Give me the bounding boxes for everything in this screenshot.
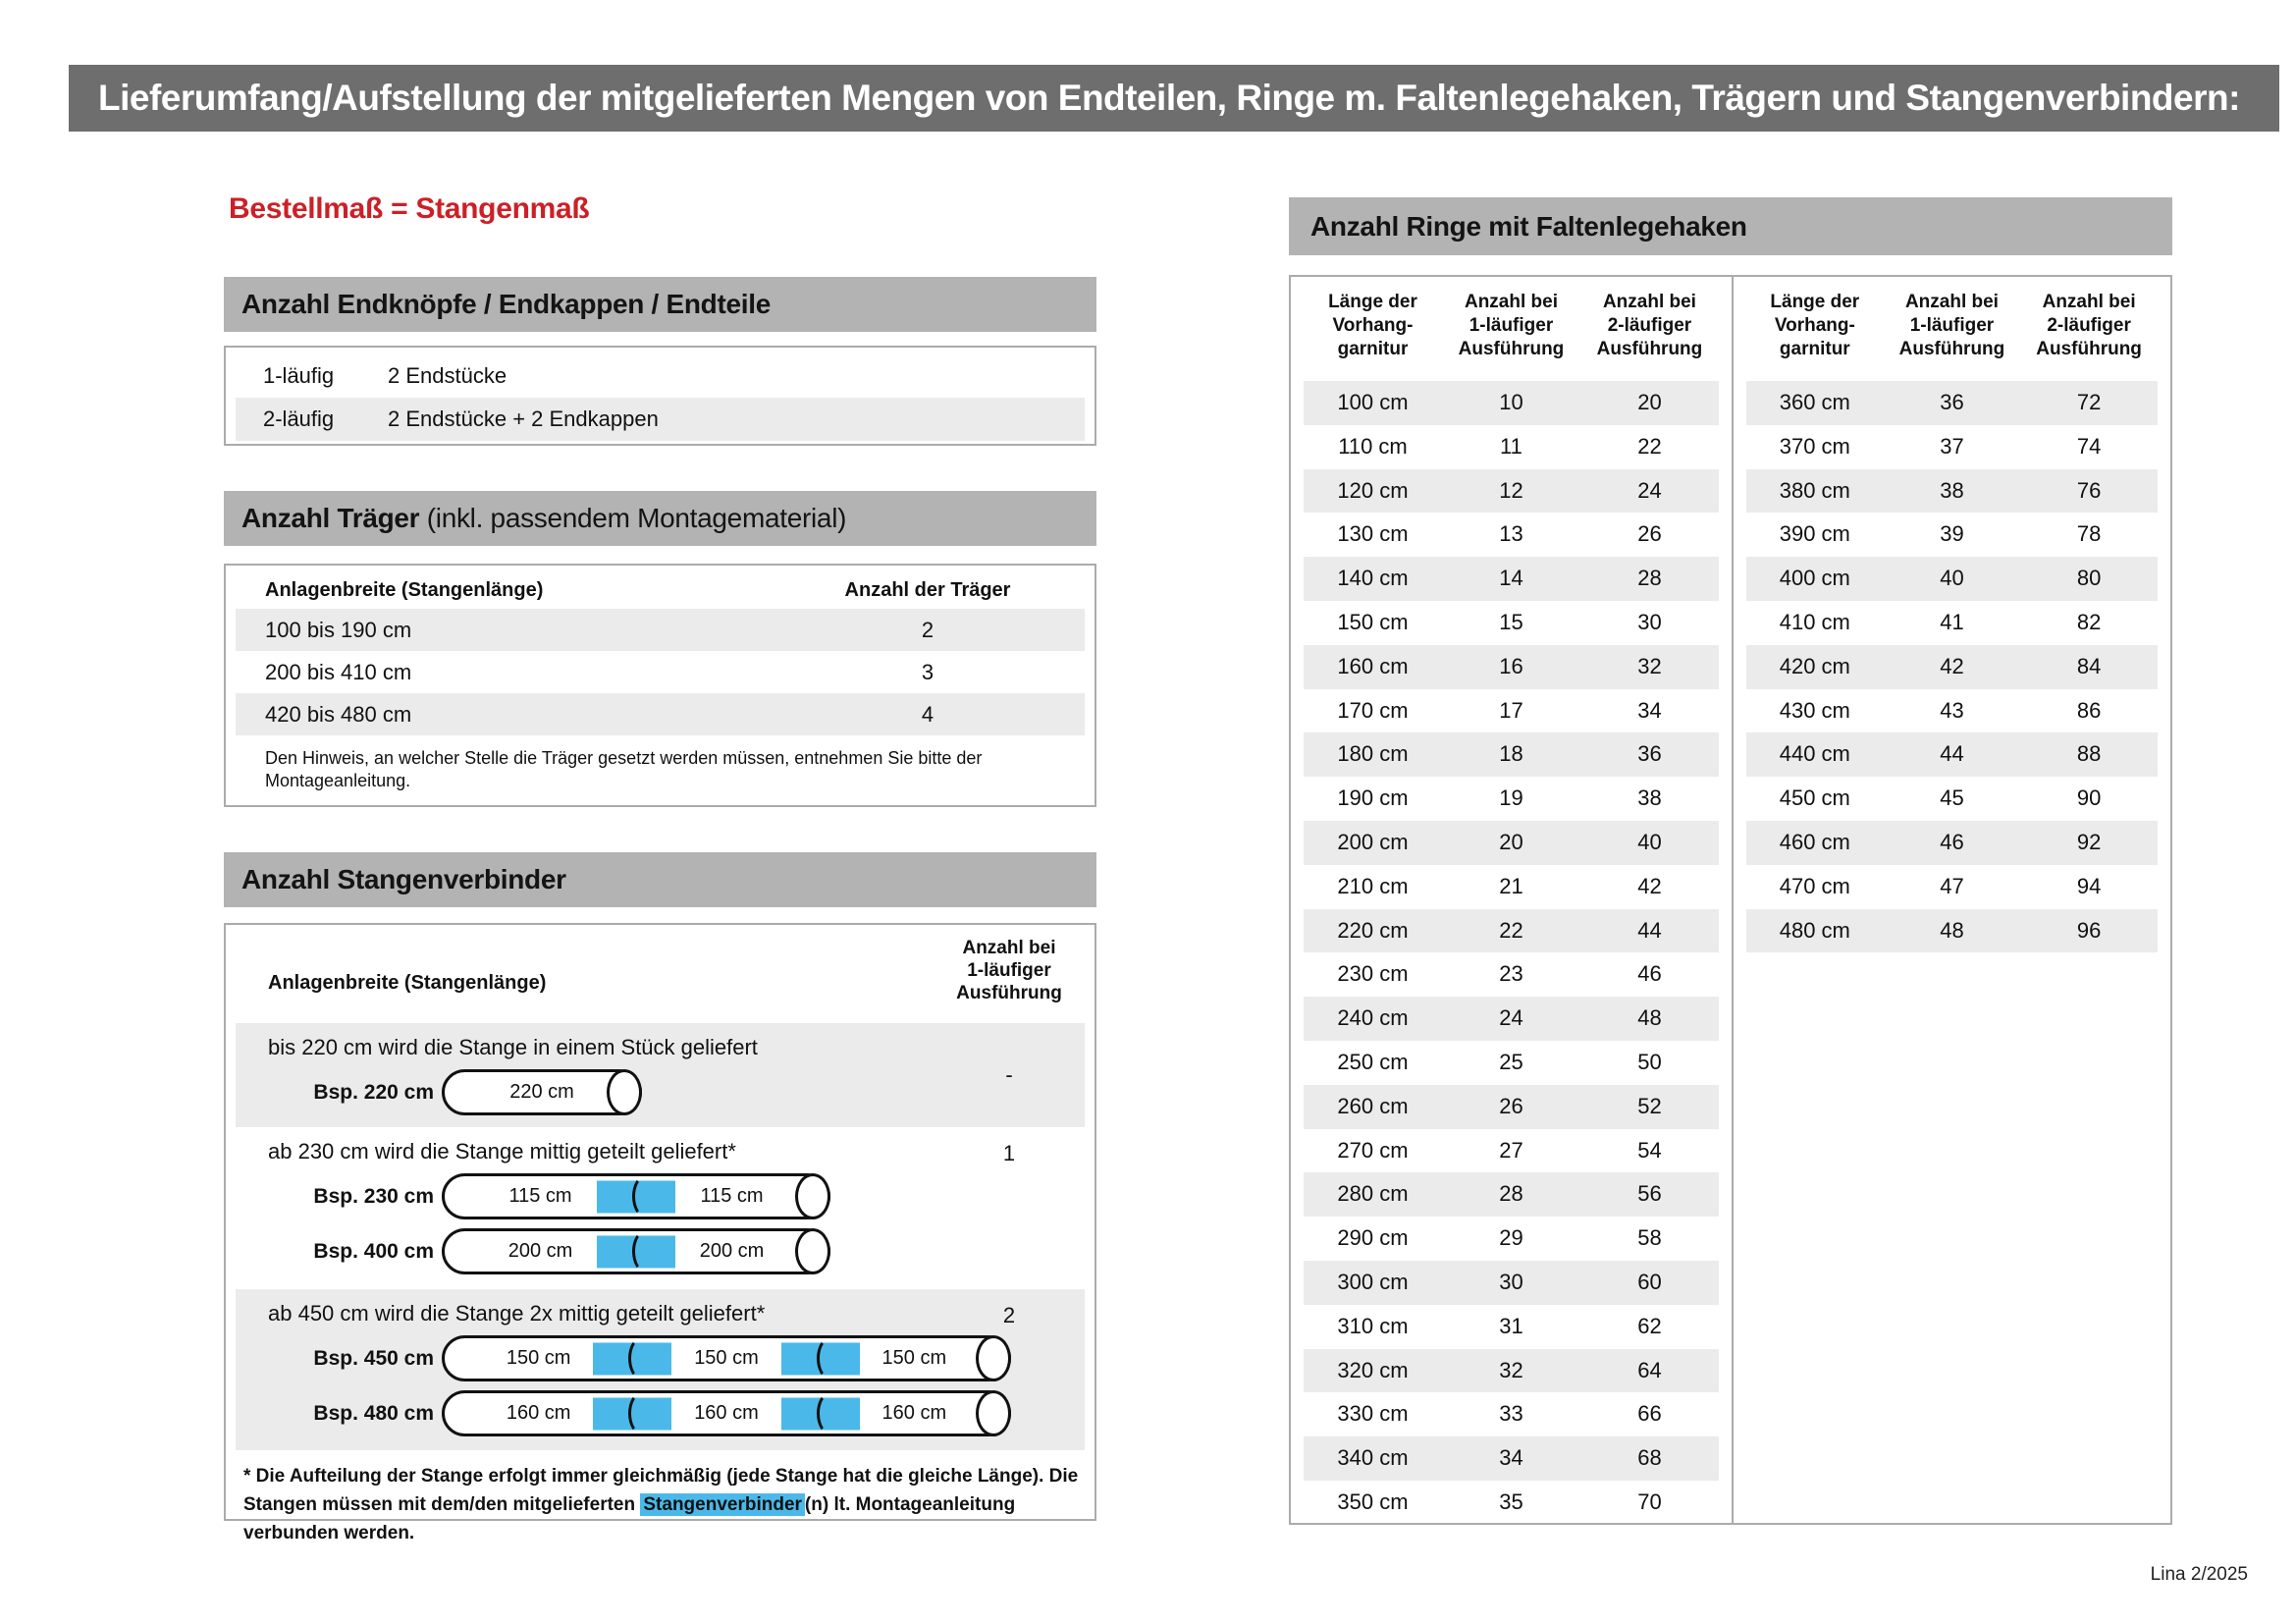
- length-cell: 320 cm: [1337, 1357, 1409, 1382]
- one-run-cell: 13: [1499, 521, 1523, 547]
- rod-seam: [628, 1337, 654, 1380]
- table-row: [236, 693, 1085, 735]
- length-cell: 410 cm: [1779, 609, 1850, 634]
- count-cell: 3: [921, 660, 934, 684]
- length-cell: 220 cm: [1337, 917, 1409, 943]
- table-row: [1746, 821, 2158, 865]
- length-cell: 180 cm: [1337, 741, 1409, 767]
- two-run-cell: 42: [1637, 873, 1662, 898]
- one-run-cell: 41: [1940, 609, 1964, 634]
- one-run-cell: 19: [1499, 785, 1523, 811]
- one-run-cell: 28: [1499, 1181, 1523, 1207]
- length-cell: 270 cm: [1337, 1137, 1409, 1163]
- two-run-cell: 50: [1637, 1049, 1662, 1074]
- col-1-laeufig: Anzahl bei 1-läufiger Ausführung: [1458, 292, 1565, 359]
- length-cell: 110 cm: [1338, 433, 1408, 459]
- page-title: Lieferumfang/Aufstellung der mitgelieferten Mengen von Endteilen, Ringe m. Faltenlegehaken, Trägern und Stangenverbindern:: [69, 65, 2279, 132]
- one-run-cell: 21: [1499, 873, 1523, 898]
- rod-diagram: [442, 1069, 642, 1115]
- rule-text: bis 220 cm wird die Stange in einem Stück geliefert: [268, 1035, 758, 1059]
- col-1-laeufig: Anzahl bei 1-läufiger Ausführung: [1898, 292, 2005, 359]
- two-run-cell: 68: [1637, 1445, 1662, 1471]
- ringe-table-left: [1291, 277, 1732, 1523]
- one-run-cell: 12: [1499, 477, 1523, 503]
- rod-segment-label: 160 cm: [506, 1402, 571, 1424]
- verbinder-row-450: [236, 1289, 1085, 1450]
- rod-example: [236, 1335, 1085, 1381]
- table-row: [236, 651, 1085, 693]
- length-cell: 130 cm: [1337, 521, 1409, 547]
- length-cell: 360 cm: [1779, 390, 1850, 414]
- two-run-cell: 66: [1637, 1401, 1662, 1427]
- range-cell: 420 bis 480 cm: [265, 702, 412, 727]
- table-row: [236, 398, 1085, 441]
- two-run-cell: 20: [1637, 390, 1662, 414]
- length-cell: 480 cm: [1779, 917, 1850, 943]
- one-run-cell: 27: [1499, 1137, 1523, 1163]
- one-run-cell: 10: [1499, 390, 1523, 414]
- rod-diagram: [442, 1390, 1011, 1436]
- one-run-cell: 16: [1499, 653, 1523, 678]
- count-cell: 2: [921, 618, 934, 642]
- rod-seam: [817, 1392, 842, 1435]
- verbinder-row-220: [236, 1023, 1085, 1127]
- rod-example: [236, 1173, 1085, 1219]
- rod-seam: [817, 1337, 842, 1380]
- one-run-cell: 44: [1940, 741, 1964, 767]
- one-run-cell: 24: [1499, 1005, 1523, 1031]
- endteile-value: 2 Endstücke + 2 Endkappen: [388, 406, 659, 431]
- length-cell: 370 cm: [1779, 433, 1850, 459]
- two-run-cell: 94: [2076, 873, 2102, 898]
- ringe-header: [1304, 291, 1719, 373]
- one-run-cell: 47: [1940, 873, 1964, 898]
- rod-segment-label: 200 cm: [699, 1240, 765, 1262]
- verbinder-footnote: * Die Aufteilung der Stange erfolgt immer gleichmäßig (jede Stange hat die gleiche Länge). Die Stangen müssen mit dem/den mitgelieferten Stangenverbinder (n) lt. Montageanleitung verbunden werden.: [243, 1466, 1079, 1543]
- table-row: [1304, 1041, 1719, 1085]
- one-run-cell: 33: [1499, 1401, 1523, 1427]
- two-run-cell: 30: [1637, 609, 1662, 634]
- rod-seam: [632, 1175, 658, 1218]
- length-cell: 330 cm: [1337, 1401, 1409, 1427]
- traeger-note: Den Hinweis, an welcher Stelle die Träger gesetzt werden müssen, entnehmen Sie bitte der Montageanleitung.: [265, 748, 983, 790]
- two-run-cell: 78: [2076, 521, 2102, 547]
- one-run-cell: 23: [1499, 961, 1523, 987]
- run-type-label: 2-läufig: [263, 406, 335, 431]
- table-row: [1304, 557, 1719, 601]
- two-run-cell: 96: [2076, 917, 2102, 943]
- length-cell: 310 cm: [1337, 1313, 1409, 1338]
- table-row: [1304, 909, 1719, 953]
- length-cell: 440 cm: [1779, 741, 1850, 767]
- length-cell: 350 cm: [1337, 1489, 1409, 1514]
- length-cell: 460 cm: [1779, 829, 1850, 854]
- ringe-rows-right: [1746, 381, 2158, 952]
- rod-seam: [632, 1230, 658, 1272]
- table-row: [236, 354, 1085, 398]
- one-run-cell: 43: [1940, 697, 1964, 723]
- col-anzahl-1-laeufig: Anzahl bei 1-läufiger Ausführung: [956, 938, 1062, 1003]
- two-run-cell: 54: [1637, 1137, 1662, 1163]
- one-run-cell: 37: [1940, 433, 1964, 459]
- table-row: [1304, 1436, 1719, 1481]
- length-cell: 120 cm: [1337, 477, 1409, 503]
- two-run-cell: 52: [1637, 1093, 1662, 1118]
- length-cell: 240 cm: [1337, 1005, 1409, 1031]
- length-cell: 420 cm: [1779, 653, 1850, 678]
- table-row: [1304, 645, 1719, 689]
- one-run-cell: 11: [1500, 433, 1522, 459]
- table-row: [1746, 557, 2158, 601]
- table-row: [1746, 732, 2158, 777]
- length-cell: 340 cm: [1337, 1445, 1409, 1471]
- section-header-traeger: [224, 491, 1096, 546]
- length-cell: 470 cm: [1779, 873, 1850, 898]
- traeger-table-header: [236, 579, 1085, 609]
- stangenverbinder-highlight: Stangenverbinder: [640, 1493, 805, 1516]
- two-run-cell: 28: [1637, 566, 1662, 591]
- table-row: [1304, 381, 1719, 425]
- length-cell: 100 cm: [1337, 390, 1409, 414]
- rod-diagram: [442, 1173, 830, 1219]
- two-run-cell: 84: [2076, 653, 2102, 678]
- length-cell: 150 cm: [1337, 609, 1409, 634]
- table-row: [1746, 645, 2158, 689]
- one-run-cell: 30: [1499, 1269, 1523, 1294]
- length-cell: 290 cm: [1337, 1225, 1409, 1251]
- table-row: [1304, 1085, 1719, 1129]
- length-cell: 160 cm: [1337, 653, 1409, 678]
- table-row: [1304, 821, 1719, 865]
- rod-segment-label: 150 cm: [881, 1347, 947, 1369]
- two-run-cell: 40: [1637, 829, 1662, 854]
- ringe-rows-left: [1304, 381, 1719, 1525]
- two-run-cell: 32: [1637, 653, 1662, 678]
- rod-segment-label: 150 cm: [506, 1347, 571, 1369]
- two-run-cell: 74: [2076, 433, 2102, 459]
- rod-segment-label: 115 cm: [508, 1185, 572, 1207]
- table-row: [1304, 1349, 1719, 1393]
- two-run-cell: 38: [1637, 785, 1662, 811]
- rod-segment-label: 150 cm: [694, 1347, 759, 1369]
- rod-example-label: Bsp. 400 cm: [313, 1239, 434, 1263]
- col-laenge: Länge der Vorhang- garnitur: [1328, 292, 1417, 359]
- section-header-endteile: Anzahl Endknöpfe / Endkappen / Endteile: [224, 277, 1096, 332]
- one-run-cell: 32: [1499, 1357, 1523, 1382]
- length-cell: 260 cm: [1337, 1093, 1409, 1118]
- verbinder-row-230: [236, 1127, 1085, 1289]
- length-cell: 300 cm: [1337, 1269, 1409, 1294]
- rule-text: ab 230 cm wird die Stange mittig geteilt geliefert*: [268, 1139, 736, 1164]
- run-type-label: 1-läufig: [263, 363, 335, 388]
- rod-endcap: [976, 1390, 1011, 1436]
- table-row: [1304, 1129, 1719, 1173]
- two-run-cell: 82: [2076, 609, 2102, 634]
- length-cell: 380 cm: [1779, 477, 1850, 503]
- length-cell: 170 cm: [1337, 697, 1409, 723]
- col-anzahl-traeger: Anzahl der Träger: [844, 579, 1011, 601]
- table-row: [1746, 469, 2158, 514]
- range-cell: 100 bis 190 cm: [265, 618, 412, 642]
- one-run-cell: 46: [1940, 829, 1964, 854]
- rule-text: ab 450 cm wird die Stange 2x mittig geteilt geliefert*: [268, 1301, 766, 1326]
- rod-diagram: [442, 1228, 830, 1274]
- ringe-header: [1746, 291, 2158, 373]
- two-run-cell: 22: [1637, 433, 1662, 459]
- one-run-cell: 15: [1499, 609, 1523, 634]
- rod-example-label: Bsp. 220 cm: [313, 1080, 434, 1104]
- two-run-cell: 36: [1637, 741, 1662, 767]
- rod-endcap: [795, 1173, 830, 1219]
- table-row: [1746, 689, 2158, 733]
- length-cell: 430 cm: [1779, 697, 1850, 723]
- section-header-stangenverbinder: Anzahl Stangenverbinder: [224, 852, 1096, 907]
- rod-segment-label: 220 cm: [509, 1081, 574, 1103]
- one-run-cell: 35: [1499, 1489, 1523, 1514]
- one-run-cell: 14: [1499, 566, 1523, 591]
- one-run-cell: 25: [1499, 1049, 1523, 1074]
- two-run-cell: 86: [2076, 697, 2102, 723]
- one-run-cell: 36: [1940, 390, 1964, 414]
- rod-example-label: Bsp. 450 cm: [313, 1346, 434, 1370]
- two-run-cell: 48: [1637, 1005, 1662, 1031]
- endteile-value: 2 Endstücke: [388, 363, 507, 388]
- two-run-cell: 46: [1637, 961, 1662, 987]
- length-cell: 210 cm: [1337, 873, 1409, 898]
- table-row: [1304, 1172, 1719, 1217]
- rod-example: [236, 1390, 1085, 1436]
- table-row: [1746, 425, 2158, 469]
- two-run-cell: 90: [2076, 785, 2102, 811]
- traeger-rows: [236, 609, 1085, 735]
- table-row: [1304, 469, 1719, 514]
- section-title-rest: (inkl. passendem Montagematerial): [419, 503, 847, 533]
- connector-count: 1: [1002, 1141, 1016, 1165]
- length-cell: 190 cm: [1337, 785, 1409, 811]
- ringe-table: [1289, 275, 2172, 1525]
- rod-seam: [628, 1392, 654, 1435]
- table-row: [1746, 601, 2158, 645]
- one-run-cell: 34: [1499, 1445, 1523, 1471]
- length-cell: 200 cm: [1337, 829, 1409, 854]
- table-row: [1304, 1261, 1719, 1305]
- rod-example-label: Bsp. 480 cm: [313, 1401, 434, 1425]
- two-run-cell: 60: [1637, 1269, 1662, 1294]
- table-row: [1746, 865, 2158, 909]
- one-run-cell: 31: [1499, 1313, 1523, 1338]
- table-row: [1304, 1392, 1719, 1436]
- two-run-cell: 64: [1637, 1357, 1662, 1382]
- two-run-cell: 62: [1637, 1313, 1662, 1338]
- two-run-cell: 56: [1637, 1181, 1662, 1207]
- col-anlagenbreite: Anlagenbreite (Stangenlänge): [268, 972, 547, 994]
- range-cell: 200 bis 410 cm: [265, 660, 412, 684]
- table-row: [1304, 865, 1719, 909]
- section-title-bold: Anzahl Träger: [241, 503, 420, 533]
- length-cell: 400 cm: [1779, 566, 1850, 591]
- rod-segment-label: 200 cm: [507, 1240, 573, 1262]
- col-laenge: Länge der Vorhang- garnitur: [1770, 292, 1860, 359]
- two-run-cell: 72: [2076, 390, 2102, 414]
- table-row: [1746, 909, 2158, 953]
- table-row: [1304, 1481, 1719, 1525]
- endteile-table: [224, 346, 1096, 446]
- table-row: [1746, 777, 2158, 821]
- one-run-cell: 22: [1499, 917, 1523, 943]
- length-cell: 250 cm: [1337, 1049, 1409, 1074]
- table-row: [1304, 689, 1719, 733]
- one-run-cell: 17: [1499, 697, 1523, 723]
- two-run-cell: 76: [2076, 477, 2102, 503]
- rod-diagram: [442, 1335, 1011, 1381]
- table-row: [1304, 513, 1719, 557]
- table-row: [236, 609, 1085, 651]
- section-header-ringe: Anzahl Ringe mit Faltenlegehaken: [1289, 197, 2172, 255]
- table-row: [1304, 601, 1719, 645]
- verbinder-table-header: [226, 925, 1095, 1023]
- two-run-cell: 26: [1637, 521, 1662, 547]
- length-cell: 280 cm: [1337, 1181, 1409, 1207]
- one-run-cell: 26: [1499, 1093, 1523, 1118]
- length-cell: 390 cm: [1779, 521, 1850, 547]
- length-cell: 230 cm: [1337, 961, 1409, 987]
- one-run-cell: 40: [1940, 566, 1964, 591]
- rod-segment-label: 115 cm: [700, 1185, 764, 1207]
- two-run-cell: 92: [2076, 829, 2102, 854]
- rod-segment-label: 160 cm: [881, 1402, 947, 1424]
- order-measure-note: Bestellmaß = Stangenmaß: [229, 192, 590, 225]
- traeger-table: [224, 564, 1096, 807]
- table-row: [1304, 1217, 1719, 1261]
- rod-endcap: [607, 1069, 642, 1115]
- two-run-cell: 44: [1637, 917, 1662, 943]
- col-2-laeufig: Anzahl bei 2-läufiger Ausführung: [1596, 292, 1703, 359]
- rod-example-label: Bsp. 230 cm: [313, 1184, 434, 1208]
- stangenverbinder-table: [224, 923, 1096, 1543]
- one-run-cell: 18: [1499, 741, 1523, 767]
- two-run-cell: 58: [1637, 1225, 1662, 1251]
- two-run-cell: 24: [1637, 477, 1662, 503]
- length-cell: 450 cm: [1779, 785, 1850, 811]
- table-row: [1304, 732, 1719, 777]
- length-cell: 140 cm: [1337, 566, 1409, 591]
- one-run-cell: 42: [1940, 653, 1964, 678]
- table-row: [1304, 777, 1719, 821]
- one-run-cell: 20: [1499, 829, 1523, 854]
- rod-endcap: [976, 1335, 1011, 1381]
- connector-count: -: [1005, 1062, 1013, 1087]
- two-run-cell: 70: [1637, 1489, 1662, 1514]
- left-column: [224, 277, 1096, 1543]
- rod-endcap: [795, 1228, 830, 1274]
- document-footer: Lina 2/2025: [2150, 1564, 2248, 1585]
- rod-segment-label: 160 cm: [694, 1402, 759, 1424]
- count-cell: 4: [921, 702, 934, 727]
- table-row: [1304, 1305, 1719, 1349]
- connector-count: 2: [1002, 1303, 1016, 1327]
- one-run-cell: 39: [1940, 521, 1964, 547]
- table-row: [1746, 381, 2158, 425]
- table-row: [1746, 513, 2158, 557]
- one-run-cell: 48: [1940, 917, 1964, 943]
- two-run-cell: 88: [2076, 741, 2102, 767]
- table-row: [1304, 997, 1719, 1041]
- col-2-laeufig: Anzahl bei 2-läufiger Ausführung: [2036, 292, 2142, 359]
- two-run-cell: 80: [2076, 566, 2102, 591]
- col-anlagenbreite: Anlagenbreite (Stangenlänge): [265, 579, 544, 601]
- ringe-table-right: [1732, 277, 2170, 1523]
- table-row: [1304, 425, 1719, 469]
- table-row: [1304, 952, 1719, 997]
- one-run-cell: 29: [1499, 1225, 1523, 1251]
- one-run-cell: 38: [1940, 477, 1964, 503]
- rod-example: [236, 1228, 1085, 1274]
- one-run-cell: 45: [1940, 785, 1964, 811]
- right-column: [1289, 197, 2172, 1525]
- two-run-cell: 34: [1637, 697, 1662, 723]
